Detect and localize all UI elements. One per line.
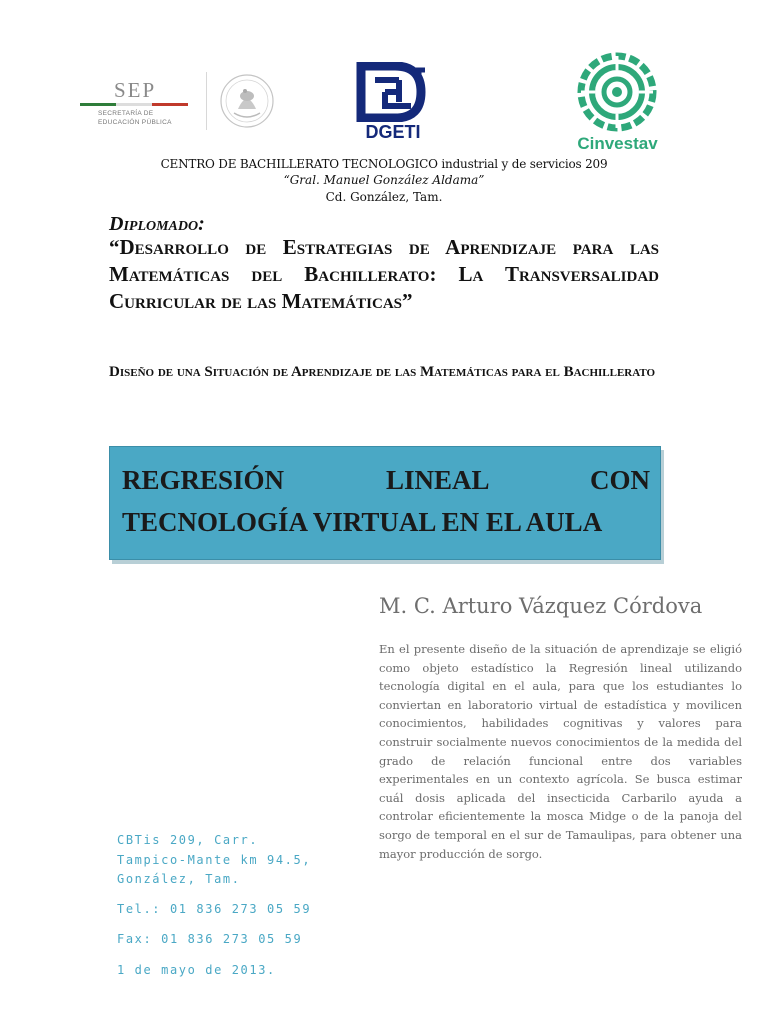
contact-fax: Fax: 01 836 273 05 59 <box>117 932 303 946</box>
contact-address-line3: González, Tam. <box>117 872 241 886</box>
cinvestav-emblem-icon <box>570 50 665 134</box>
sep-logo-subtitle-line2: EDUCACIÓN PÚBLICA <box>98 119 172 126</box>
contact-address-line2: Tampico-Mante km 94.5, <box>117 853 312 867</box>
sep-logo <box>80 78 192 128</box>
cinvestav-logo <box>570 50 665 160</box>
document-date: 1 de mayo de 2013. <box>117 963 276 977</box>
dgeti-logo <box>355 62 431 144</box>
document-subtitle: Diseño de una Situación de Aprendizaje de las Matemáticas para el Bachillerato <box>109 364 656 380</box>
contact-telephone: Tel.: 01 836 273 05 59 <box>117 902 312 916</box>
sep-logo-subtitle-line1: SECRETARÍA DE <box>98 110 154 117</box>
banner-title: REGRESIÓN LINEAL CON TECNOLOGÍA VIRTUAL EN EL AULA <box>122 465 650 537</box>
mexican-coat-of-arms-icon <box>218 73 276 129</box>
institution-name: CENTRO DE BACHILLERATO TECNOLOGICO industrial y de servicios 209 <box>160 157 608 171</box>
diplomado-title: “Desarrollo de Estrategias de Aprendizaje para las Matemáticas del Bachillerato: La Transversalidad Curricular de las Matemáticas” <box>109 235 659 313</box>
author-name: M. C. Arturo Vázquez Córdova <box>379 594 703 618</box>
cinvestav-logo-word: Cinvestav <box>577 134 658 153</box>
institution-namesake: “Gral. Manuel González Aldama” <box>283 173 485 187</box>
dgeti-logo-word: DGETI <box>365 122 421 142</box>
sep-logo-word: SEP <box>114 78 157 102</box>
institution-city: Cd. González, Tam. <box>325 190 443 204</box>
sep-tricolor-stripe <box>80 103 188 107</box>
title-banner <box>109 446 661 560</box>
diplomado-label: Diplomado: <box>109 213 205 235</box>
dgeti-emblem-icon <box>355 62 431 122</box>
abstract-text: En el presente diseño de la situación de aprendizaje se eligió como objeto estadístico la Regresión lineal utilizando tecnología digital en el aula, para que los estudiantes lo conviertan en laboratorio virtual de estadística y movilicen conocimientos, habilidades cognitivas y valores para construir socialmente nuevos conocimientos de la medida del grado de relación funcional entre dos variables experimentales en un contexto agrícola. Se busca estimar cuál dosis aplicada del insecticida Carbarilo ayuda a controlar eficientemente la mosca Midge o de la panoja del sorgo de temporal en el sur de Tamaulipas, para obtener una mayor producción de sorgo. <box>379 642 742 861</box>
logo-divider <box>206 72 207 130</box>
contact-address-line1: CBTis 209, Carr. <box>117 833 259 847</box>
